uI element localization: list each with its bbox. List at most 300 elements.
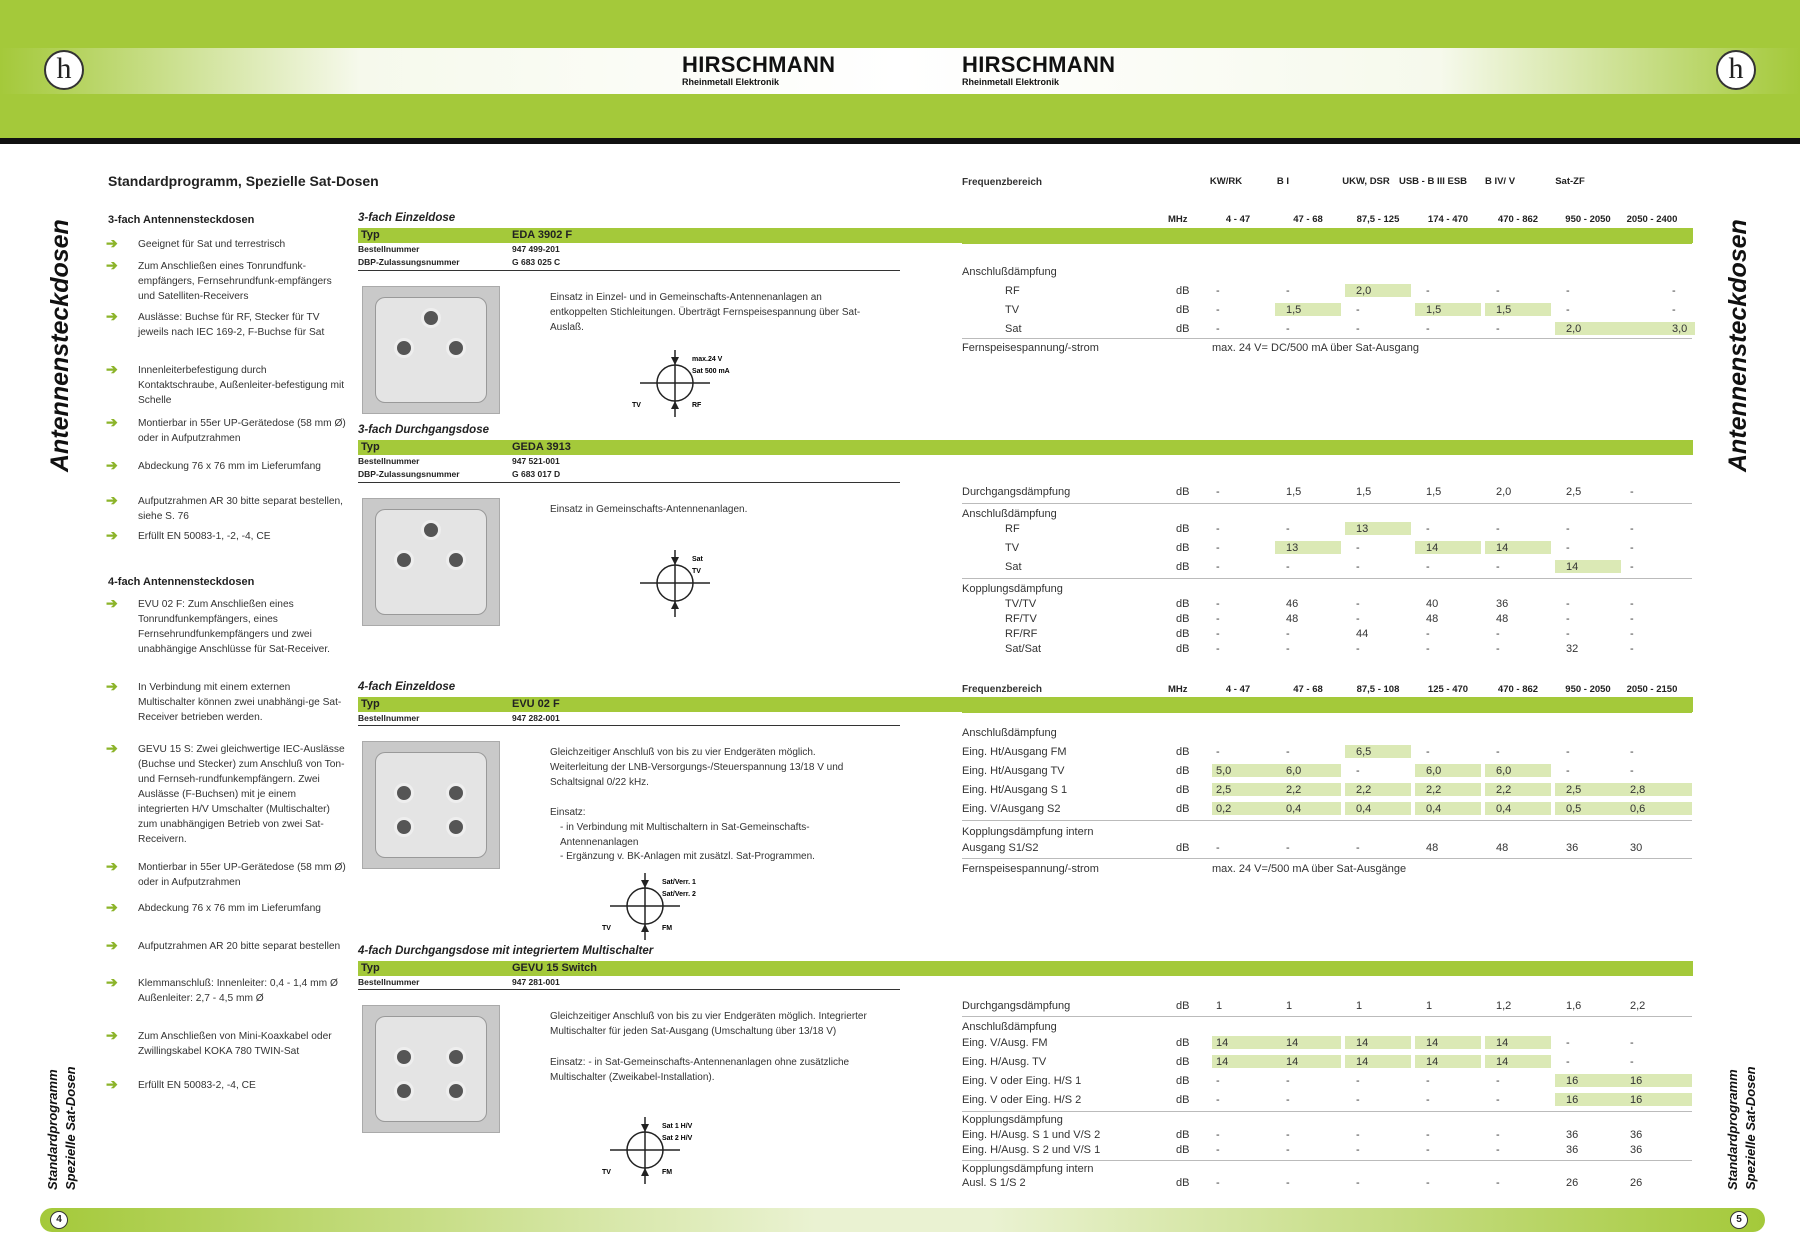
table-value: - (1286, 523, 1290, 535)
bullet-text: Klemmanschluß: Innenleiter: 0,4 - 1,4 mm Ø Außenleiter: 2,7 - 4,5 mm Ø (138, 978, 338, 1004)
table-value: - (1630, 598, 1634, 610)
table-value: - (1496, 1129, 1500, 1141)
table-rule (962, 820, 1692, 821)
table-value: 2,0 (1566, 323, 1582, 335)
socket-hole (421, 308, 441, 328)
highlight-cell (1275, 783, 1341, 796)
highlight-cell (1345, 522, 1411, 535)
range-header: 87,5 - 125 (1356, 214, 1400, 225)
brand-name: HIRSCHMANN (682, 52, 836, 77)
table-value: - (1426, 628, 1430, 640)
table-value: - (1216, 542, 1220, 554)
table-row-label: RF/RF (1005, 628, 1038, 640)
table-value: - (1672, 285, 1676, 297)
table-row-label: TV (1005, 304, 1020, 316)
schematic-label: Sat/Verr. 2 (662, 891, 696, 898)
table-value: - (1216, 285, 1220, 297)
table-value: - (1496, 746, 1500, 758)
product-photo (362, 1005, 500, 1133)
arrow-icon: ➔ (106, 457, 118, 473)
schematic-label: Sat 2 H/V (662, 1135, 693, 1142)
table-label: Ausgang S1/S2 (962, 842, 1039, 854)
arrow-icon: ➔ (106, 1076, 118, 1092)
highlight-cell (1555, 802, 1621, 815)
schematic-label: Sat 1 H/V (662, 1123, 693, 1130)
db-label: dB (1176, 542, 1190, 554)
bullet-text: Aufputzrahmen AR 30 bitte separat bestellen, siehe S. 76 (138, 496, 344, 522)
brand-sub: Rheinmetall Elektronik (682, 77, 780, 87)
table-value: - (1286, 746, 1290, 758)
table-value: - (1216, 598, 1220, 610)
highlight-cell (1415, 764, 1481, 777)
typ-value: GEDA 3913 (512, 441, 571, 453)
table-value: 0,5 (1566, 803, 1582, 815)
highlight-cell (1275, 303, 1341, 316)
table-row-label: Eing. V/Ausgang S2 (962, 803, 1061, 815)
table-value: 1,6 (1566, 1000, 1582, 1012)
range-header: 2050 - 2400 (1626, 214, 1678, 225)
highlight-cell (1485, 764, 1551, 777)
table-value: 16 (1630, 1094, 1643, 1106)
table-value: 1,5 (1356, 486, 1372, 498)
bullet-text: Erfüllt EN 50083-1, -2, -4, CE (138, 531, 271, 542)
db-label: dB (1176, 1037, 1190, 1049)
brand-name: HIRSCHMANN (962, 52, 1116, 77)
table-value: - (1426, 1177, 1430, 1189)
range-header: 47 - 68 (1293, 684, 1323, 695)
table-value: - (1216, 746, 1220, 758)
band-header: B I (1276, 176, 1290, 187)
bullet-text: GEVU 15 S: Zwei gleichwertige IEC-Auslässe (Buchse und Stecker) zum Anschluß von Ton- und Fernseh-rundfunkempfängern. Zwei Auslässe (F-Buchsen) mit je einem integrierten H/V Umschalter (Multischalter) zum unabhängigen Betrieb von zwei Sat-Receivern. (138, 744, 345, 845)
table-value: 2,5 (1216, 784, 1232, 796)
table-row-label: Eing. Ht/Ausgang TV (962, 765, 1065, 777)
table-value: - (1566, 523, 1570, 535)
table-value: - (1566, 613, 1570, 625)
table-rule (962, 338, 1692, 339)
highlight-cell (1485, 303, 1551, 316)
table-value: 44 (1356, 628, 1369, 640)
bestell-value: 947 521-001 (512, 456, 560, 466)
table-value: 2,2 (1356, 784, 1372, 796)
bullet-item (106, 1078, 346, 1093)
range-header: 4 - 47 (1225, 684, 1251, 695)
range-header: 47 - 68 (1293, 214, 1323, 225)
table-row-label: Eing. H/Ausg. S 2 und V/S 1 (962, 1144, 1101, 1156)
typ-bar (358, 440, 1693, 455)
typ-label: Typ (361, 441, 380, 453)
table-value: 2,0 (1356, 285, 1372, 297)
highlight-cell (1555, 1093, 1621, 1106)
table-value: - (1426, 746, 1430, 758)
product-description: Gleichzeitiger Anschluß von bis zu vier Endgeräten möglich. Integrierter Multischalter für jeden Sat-Ausgang (Umschaltung über 13/18 V) (550, 1011, 867, 1037)
table-value: 1,2 (1496, 1000, 1512, 1012)
table-row-label: TV (1005, 542, 1020, 554)
dbp-value: G 683 017 D (512, 469, 561, 479)
side-small-right-1: Standardprogramm (1725, 1069, 1740, 1190)
bullet-text: Innenleiterbefestigung durch Kontaktschraube, Außenleiter-befestigung mit Schelle (138, 365, 345, 406)
db-label: dB (1176, 613, 1190, 625)
highlight-cell (1275, 764, 1341, 777)
table-value: - (1356, 598, 1360, 610)
table-value: - (1496, 628, 1500, 640)
table-value: - (1426, 1144, 1430, 1156)
highlight-cell (1275, 1036, 1341, 1049)
highlight-cell (1415, 1036, 1481, 1049)
table-value: 36 (1630, 1129, 1643, 1141)
section-heading-3fach: 3-fach Antennensteckdosen (108, 214, 255, 226)
socket-hole (394, 1081, 414, 1101)
arrow-icon: ➔ (106, 1027, 118, 1043)
bullet-item (106, 742, 346, 847)
table-row-label: Eing. Ht/Ausgang FM (962, 746, 1067, 758)
table-value: - (1496, 1075, 1500, 1087)
table-value: 14 (1426, 542, 1439, 554)
table-row-label: Sat (1005, 323, 1022, 335)
page-number-left: 4 (50, 1211, 68, 1229)
dbp-value: G 683 025 C (512, 257, 561, 267)
table-value: - (1426, 1129, 1430, 1141)
highlight-cell (1555, 1074, 1621, 1087)
mhz-label: MHz (1168, 214, 1188, 225)
highlight-cell (1485, 783, 1551, 796)
socket-hole (446, 1047, 466, 1067)
table-value: 2,8 (1630, 784, 1646, 796)
table-value: - (1356, 842, 1360, 854)
table-value: - (1286, 1129, 1290, 1141)
table-value: 2,5 (1566, 784, 1582, 796)
bestell-row (358, 713, 900, 725)
table-value: - (1426, 643, 1430, 655)
arrow-icon: ➔ (106, 937, 118, 953)
table-value: - (1566, 285, 1570, 297)
highlight-cell (1345, 745, 1411, 758)
bullet-text: Aufputzrahmen AR 20 bitte separat bestellen (138, 941, 341, 952)
table-row-label: RF/TV (1005, 613, 1037, 625)
table-label: Durchgangsdämpfung (962, 1000, 1071, 1012)
product-description-3: - in Verbindung mit Multischaltern in Sat-Gemeinschafts-Antennenanlagen (560, 822, 810, 848)
table-value: - (1356, 304, 1360, 316)
table-value: - (1216, 523, 1220, 535)
dbp-label: DBP-Zulassungsnummer (358, 469, 460, 479)
table-value: - (1630, 523, 1634, 535)
bullet-item (106, 1029, 346, 1059)
highlight-cell (1345, 783, 1411, 796)
table-value: 14 (1356, 1037, 1369, 1049)
db-label: dB (1176, 285, 1190, 297)
table-rule (962, 1160, 1692, 1161)
arrow-icon: ➔ (106, 974, 118, 990)
product-title: 4-fach Durchgangsdose mit integriertem Multischalter (358, 945, 654, 957)
table-value: - (1216, 486, 1220, 498)
product-description-2: Einsatz: - in Sat-Gemeinschafts-Antennenanlagen ohne zusätzliche Multischalter (Zweikabel-Installation). (550, 1057, 850, 1083)
arrow-icon: ➔ (106, 308, 118, 324)
range-header: 470 - 862 (1497, 684, 1539, 695)
socket-hole (394, 1047, 414, 1067)
table-value: 14 (1426, 1037, 1439, 1049)
highlight-cell (1485, 802, 1551, 815)
table-value: - (1286, 628, 1290, 640)
table-value: 48 (1426, 613, 1439, 625)
bullet-item (106, 363, 346, 408)
table-value: 16 (1630, 1075, 1643, 1087)
arrow-icon: ➔ (106, 527, 118, 543)
table-value: - (1356, 1094, 1360, 1106)
schematic-label: RF (692, 402, 702, 409)
range-bar (962, 228, 1692, 244)
table-label: Fernspeisespannung/-strom (962, 863, 1099, 875)
bestell-value: 947 499-201 (512, 244, 560, 254)
table-value: - (1356, 1075, 1360, 1087)
table-value: 36 (1566, 1129, 1579, 1141)
band-header: KW/RK (1209, 176, 1243, 187)
highlight-cell (1345, 284, 1411, 297)
table-value: - (1566, 1037, 1570, 1049)
table-value: 1,5 (1426, 486, 1442, 498)
table-value: 0,4 (1496, 803, 1512, 815)
db-label: dB (1176, 1177, 1190, 1189)
table-value: - (1356, 542, 1360, 554)
range-header: 950 - 2050 (1565, 214, 1611, 225)
typ-value: EVU 02 F (512, 698, 560, 710)
bullet-item (106, 860, 346, 890)
bullet-text: Erfüllt EN 50083-2, -4, CE (138, 1080, 256, 1091)
bullet-text: Montierbar in 55er UP-Gerätedose (58 mm Ø) oder in Aufputzrahmen (138, 418, 346, 444)
highlight-cell (1275, 802, 1341, 815)
range-header: 87,5 - 108 (1356, 684, 1400, 695)
table-value: 13 (1286, 542, 1299, 554)
dbp-row (358, 469, 900, 481)
table-value: - (1216, 628, 1220, 640)
table-value: 1,5 (1496, 304, 1512, 316)
table-value: max. 24 V= DC/500 mA über Sat-Ausgang (1212, 342, 1419, 354)
table-value: - (1426, 323, 1430, 335)
bullet-item (106, 416, 346, 446)
table-value: - (1216, 1177, 1220, 1189)
table-row-label: RF (1005, 523, 1020, 535)
bullet-item (106, 529, 346, 544)
arrow-icon: ➔ (106, 257, 118, 273)
table-value: 14 (1566, 561, 1579, 573)
product-photo (362, 498, 500, 626)
table-row-label: Sat (1005, 561, 1022, 573)
table-label: Kopplungsdämpfung intern (962, 1163, 1094, 1175)
table-value: - (1630, 765, 1634, 777)
bullet-item (106, 237, 346, 252)
table-value: - (1216, 1075, 1220, 1087)
table-value: - (1496, 1094, 1500, 1106)
table-value: - (1216, 561, 1220, 573)
product-rule (358, 482, 900, 483)
table-value: - (1356, 1129, 1360, 1141)
table-row-label: Eing. Ht/Ausgang S 1 (962, 784, 1068, 796)
table-value: - (1566, 542, 1570, 554)
highlight-cell (1415, 541, 1481, 554)
table-label: Anschlußdämpfung (962, 266, 1057, 278)
arrow-icon: ➔ (106, 414, 118, 430)
table-value: - (1426, 1094, 1430, 1106)
table-value: 6,5 (1356, 746, 1372, 758)
highlight-cell (1345, 1036, 1411, 1049)
bullet-text: Zum Anschließen von Mini-Koaxkabel oder Zwillingskabel KOKA 780 TWIN-Sat (138, 1031, 332, 1057)
table-label: Anschlußdämpfung (962, 1021, 1057, 1033)
db-label: dB (1176, 842, 1190, 854)
table-value: - (1566, 598, 1570, 610)
bullet-text: Auslässe: Buchse für RF, Stecker für TV jeweils nach IEC 169-2, F-Buchse für Sat (138, 312, 325, 338)
highlight-cell (1345, 1055, 1411, 1068)
socket-hole (394, 550, 414, 570)
highlight-cell (1415, 303, 1481, 316)
table-value: 0,4 (1286, 803, 1302, 815)
schematic-label: Sat (692, 556, 703, 563)
table-value: - (1286, 323, 1290, 335)
db-label: dB (1176, 746, 1190, 758)
db-label: dB (1176, 1094, 1190, 1106)
table-label: Anschlußdämpfung (962, 508, 1057, 520)
schematic-label: FM (662, 925, 673, 932)
arrow-icon: ➔ (106, 740, 118, 756)
table-value: - (1630, 486, 1634, 498)
table-value: 36 (1566, 1144, 1579, 1156)
table-value: - (1286, 842, 1290, 854)
band-header: UKW, DSR (1342, 176, 1390, 187)
socket-plate (375, 752, 487, 858)
arrow-icon: ➔ (106, 595, 118, 611)
side-small-left-1: Standardprogramm (45, 1069, 60, 1190)
typ-label: Typ (361, 962, 380, 974)
table-row-label: Eing. H/Ausg. TV (962, 1056, 1047, 1068)
table-value: 3,0 (1672, 323, 1688, 335)
table-value: 1 (1426, 1000, 1433, 1012)
table-value: - (1216, 323, 1220, 335)
table-value: - (1496, 1177, 1500, 1189)
socket-hole (421, 520, 441, 540)
db-label: dB (1176, 523, 1190, 535)
table-value: 2,2 (1496, 784, 1512, 796)
page-footer (40, 1208, 1765, 1232)
product-rule (358, 989, 900, 990)
highlight-cell (1485, 1055, 1551, 1068)
product-title: 4-fach Einzeldose (358, 681, 456, 693)
bullet-item (106, 680, 346, 725)
table-value: 16 (1566, 1094, 1579, 1106)
table-value: 14 (1496, 542, 1509, 554)
socket-hole (394, 817, 414, 837)
table-value: 46 (1286, 598, 1299, 610)
highlight-cell (1275, 1055, 1341, 1068)
table-label: Kopplungsdämpfung (962, 583, 1063, 595)
bullet-item (106, 459, 346, 474)
bullet-item (106, 939, 346, 954)
db-label: dB (1176, 628, 1190, 640)
table-row-label: Eing. H/Ausg. S 1 und V/S 2 (962, 1129, 1101, 1141)
arrow-icon: ➔ (106, 235, 118, 251)
highlight-cell (1415, 802, 1481, 815)
wiring-schematic (630, 345, 770, 425)
table-value: - (1356, 323, 1360, 335)
socket-plate (375, 509, 487, 615)
arrow-icon: ➔ (106, 858, 118, 874)
table-value: 1 (1216, 1000, 1223, 1012)
table-value: - (1630, 561, 1634, 573)
table-value: - (1566, 1056, 1570, 1068)
table-value: - (1356, 1144, 1360, 1156)
table-label: Kopplungsdämpfung intern (962, 826, 1094, 838)
table-value: 36 (1630, 1144, 1643, 1156)
highlight-cell (1415, 783, 1481, 796)
table-value: - (1630, 628, 1634, 640)
socket-hole (394, 338, 414, 358)
table-value: 13 (1356, 523, 1369, 535)
bullet-item (106, 494, 346, 524)
table-value: 2,2 (1286, 784, 1302, 796)
table-value: - (1286, 285, 1290, 297)
db-label: dB (1176, 1075, 1190, 1087)
side-small-left-2: Spezielle Sat-Dosen (63, 1066, 78, 1190)
bullet-text: Abdeckung 76 x 76 mm im Lieferumfang (138, 903, 321, 914)
highlight-cell (1485, 1036, 1551, 1049)
bullet-item (106, 310, 346, 340)
table-label: Durchgangsdämpfung (962, 486, 1071, 498)
mhz-label: MHz (1168, 684, 1188, 695)
table-value: - (1286, 1144, 1290, 1156)
highlight-cell (1555, 560, 1621, 573)
schematic-label: TV (602, 925, 611, 932)
bullet-text: Geeignet für Sat und terrestrisch (138, 239, 286, 250)
table-value: 6,0 (1286, 765, 1302, 777)
bullet-item (106, 901, 346, 916)
db-label: dB (1176, 643, 1190, 655)
schematic-label: TV (632, 402, 641, 409)
table-value: - (1286, 1075, 1290, 1087)
band-header: Sat-ZF (1555, 176, 1585, 187)
table-value: - (1496, 643, 1500, 655)
bullet-item (106, 976, 346, 1006)
bullet-text: EVU 02 F: Zum Anschließen eines Tonrundfunkempfängers, eines Fernsehrundfunkempfängers und zwei unabhängige Anschlüsse für Sat-Receiver. (138, 599, 330, 655)
table-value: - (1216, 1129, 1220, 1141)
socket-hole (394, 783, 414, 803)
table-label: Ausl. S 1/S 2 (962, 1177, 1026, 1189)
table-value: - (1286, 1094, 1290, 1106)
table-value: - (1286, 561, 1290, 573)
db-label: dB (1176, 1144, 1190, 1156)
table-value: - (1286, 1177, 1290, 1189)
table-value: 14 (1216, 1056, 1229, 1068)
table-value: - (1496, 561, 1500, 573)
hirschmann-logo-icon: h (44, 50, 84, 90)
db-label: dB (1176, 323, 1190, 335)
table-row-label: Eing. V oder Eing. H/S 2 (962, 1094, 1082, 1106)
table-value: 26 (1630, 1177, 1643, 1189)
table-value: 14 (1356, 1056, 1369, 1068)
table-value: - (1630, 643, 1634, 655)
typ-label: Typ (361, 229, 380, 241)
highlight-cell (1345, 802, 1411, 815)
table-value: - (1426, 561, 1430, 573)
bullet-text: Abdeckung 76 x 76 mm im Lieferumfang (138, 461, 321, 472)
table-value: 36 (1566, 842, 1579, 854)
table-row-label: Eing. V oder Eing. H/S 1 (962, 1075, 1082, 1087)
schematic-label: TV (692, 568, 701, 575)
db-label: dB (1176, 1000, 1190, 1012)
bestell-value: 947 282-001 (512, 713, 560, 723)
table-value: 48 (1496, 842, 1509, 854)
table-rule (962, 1016, 1692, 1017)
table-value: - (1426, 523, 1430, 535)
table-value: 48 (1496, 613, 1509, 625)
table-value: - (1496, 285, 1500, 297)
table-value: 0,4 (1356, 803, 1372, 815)
table-value: - (1566, 765, 1570, 777)
